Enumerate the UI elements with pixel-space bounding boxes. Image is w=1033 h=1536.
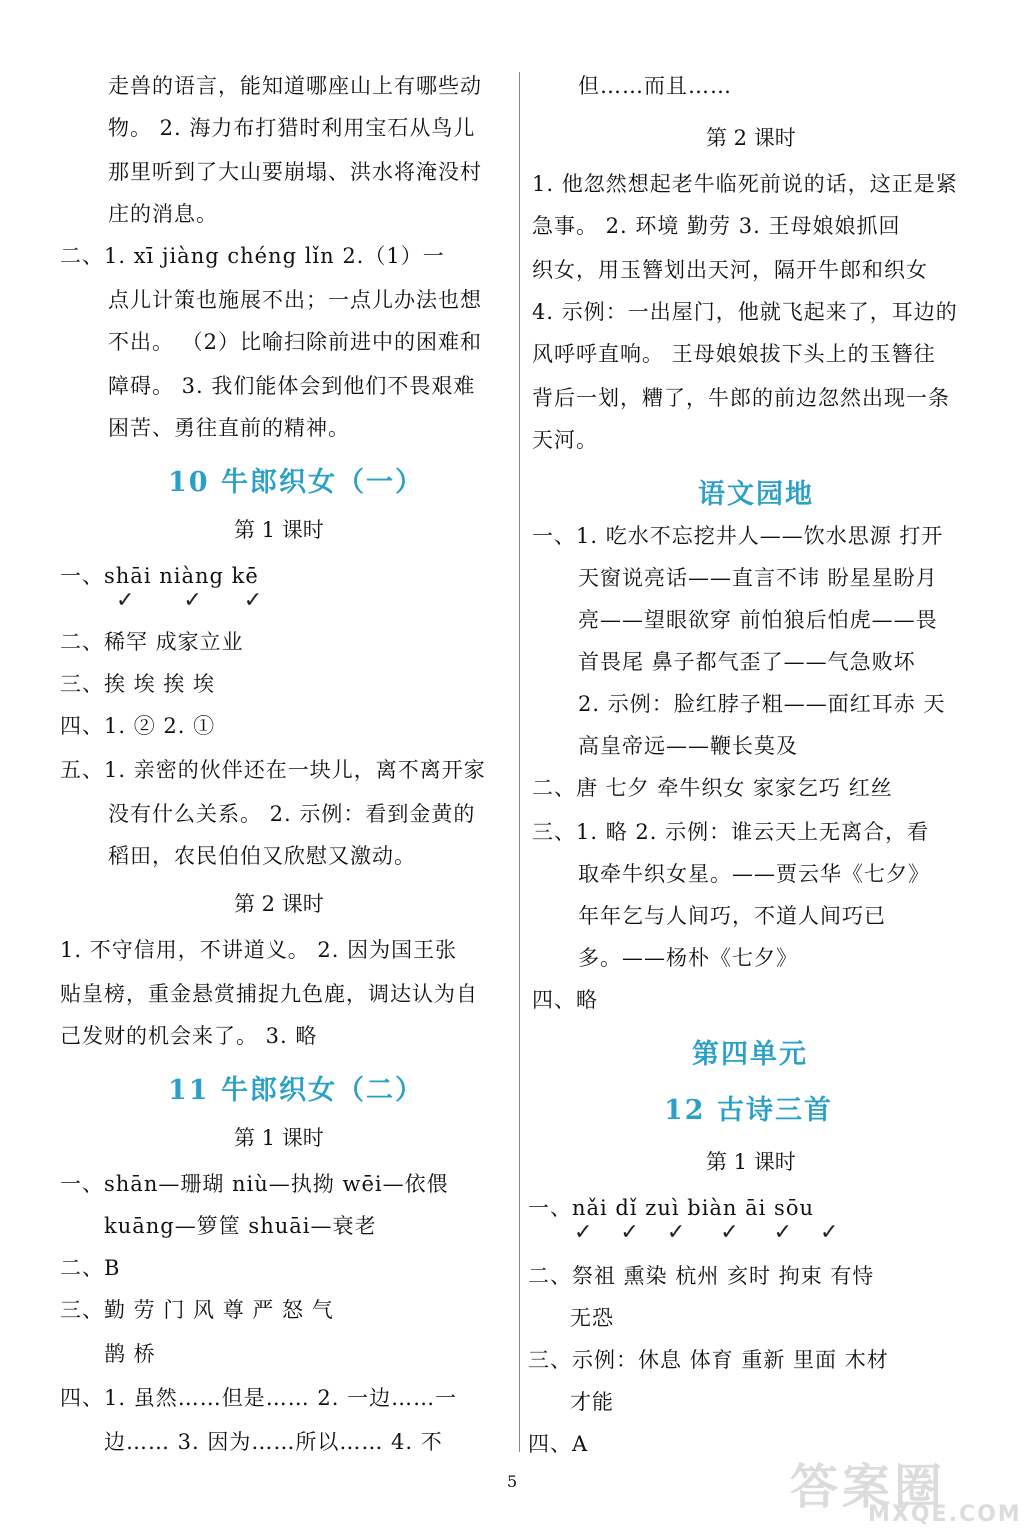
lesson-heading: 第 1 课时 xyxy=(706,1150,796,1174)
t11-line: 一、shān—珊瑚 niù—执拗 wēi—依偎 xyxy=(60,1172,449,1196)
yuwen-line: 亮——望眼欲穿 前怕狼后怕虎——畏 xyxy=(578,608,938,632)
yuwen-line: 四、略 xyxy=(532,988,598,1012)
t10-line: 二、稀罕 成家立业 xyxy=(60,630,244,654)
unit-title: 第四单元 xyxy=(692,1039,808,1070)
yuwen-line: 首畏尾 鼻子都气歪了——气急败坏 xyxy=(578,650,916,674)
yuwen-line: 多。——杨朴《七夕》 xyxy=(578,946,798,970)
lesson-heading: 第 2 课时 xyxy=(234,892,324,916)
t11-l2-line: 急事。 2. 环境 勤劳 3. 王母娘娘抓回 xyxy=(532,214,901,238)
column-divider xyxy=(519,72,520,1452)
t11-line: kuāng—箩筐 shuāi—衰老 xyxy=(104,1214,377,1238)
left-line-1: 走兽的语言，能知道哪座山上有哪些动 xyxy=(108,74,482,98)
left-line-4: 庄的消息。 xyxy=(108,202,218,226)
yuwen-line: 一、1. 吃水不忘挖井人——饮水思源 打开 xyxy=(532,524,944,548)
t11-l2-line: 1. 他忽然想起老牛临死前说的话，这正是紧 xyxy=(532,172,958,196)
t10-line: 五、1. 亲密的伙伴还在一块儿，离不离开家 xyxy=(60,758,486,782)
yuwen-line: 取牵牛织女星。——贾云华《七夕》 xyxy=(578,862,930,886)
t11-line: 三、勤 劳 门 风 尊 严 怒 气 xyxy=(60,1298,334,1322)
left-line-5: 二、1. xī jiàng chéng lǐn 2.（1）一 xyxy=(60,244,445,268)
t12-line: 无恐 xyxy=(570,1306,614,1330)
watermark-main: 答案圈 xyxy=(790,1459,947,1515)
yuwen-line: 高皇帝远——鞭长莫及 xyxy=(578,734,798,758)
t12-line: 才能 xyxy=(570,1390,614,1414)
t12-checkmarks: ✓ ✓ ✓ ✓ ✓ ✓ xyxy=(574,1220,839,1245)
yuwen-line: 天窗说亮话——直言不讳 盼星星盼月 xyxy=(578,566,938,590)
left-line-6: 点儿计策也施展不出；一点儿办法也想 xyxy=(108,288,482,312)
lesson-heading: 第 1 课时 xyxy=(234,1126,324,1150)
t11-l2-line: 背后一划，糟了，牛郎的前边忽然出现一条 xyxy=(532,386,950,410)
watermark-sub: MXQE.COM xyxy=(868,1502,1022,1527)
section-title-11: 11 牛郎织女（二） xyxy=(168,1075,424,1106)
t12-line: 二、祭祖 熏染 杭州 亥时 拘束 有恃 xyxy=(528,1264,875,1288)
t11-line: 边…… 3. 因为……所以…… 4. 不 xyxy=(104,1430,443,1454)
t10-l2-line: 1. 不守信用，不讲道义。 2. 因为国王张 xyxy=(60,938,458,962)
yuwen-line: 三、1. 略 2. 示例：谁云天上无离合，看 xyxy=(532,820,930,844)
left-line-2: 物。 2. 海力布打猎时利用宝石从鸟儿 xyxy=(108,116,476,140)
t11-line: 四、1. 虽然……但是…… 2. 一边……一 xyxy=(60,1386,458,1410)
t10-line: 稻田，农民伯伯又欣慰又激动。 xyxy=(108,844,416,868)
t12-pinyin-line: 一、nǎi dǐ zuì biàn āi sōu xyxy=(528,1196,814,1220)
yuwen-line: 二、唐 七夕 牵牛织女 家家乞巧 红丝 xyxy=(532,776,893,800)
t10-line: 没有什么关系。 2. 示例：看到金黄的 xyxy=(108,802,476,826)
t12-line: 四、A xyxy=(528,1432,589,1456)
t11-l2-line: 天河。 xyxy=(532,428,598,452)
lesson-heading: 第 2 课时 xyxy=(706,126,796,150)
t12-line: 三、示例：休息 体育 重新 里面 木材 xyxy=(528,1348,889,1372)
t10-l2-line: 贴皇榜，重金悬赏捕捉九色鹿，调达认为自 xyxy=(60,982,478,1006)
t11-line: 鹊 桥 xyxy=(104,1342,156,1366)
section-title-12: 12 古诗三首 xyxy=(664,1095,833,1126)
t10-line: 三、挨 埃 挨 埃 xyxy=(60,672,216,696)
left-line-8: 障碍。 3. 我们能体会到他们不畏艰难 xyxy=(108,374,476,398)
section-title-10: 10 牛郎织女（一） xyxy=(168,467,424,498)
t11-line: 二、B xyxy=(60,1256,121,1280)
right-first-line: 但……而且…… xyxy=(578,74,732,98)
page-number: 5 xyxy=(507,1472,518,1491)
t11-l2-line: 织女，用玉簪划出天河，隔开牛郎和织女 xyxy=(532,258,928,282)
t10-l2-line: 己发财的机会来了。 3. 略 xyxy=(60,1024,318,1048)
yuwen-line: 年年乞与人间巧，不道人间巧已 xyxy=(578,904,886,928)
lesson-heading: 第 1 课时 xyxy=(234,518,324,542)
t10-checkmarks: ✓ ✓ ✓ xyxy=(116,588,263,613)
t11-l2-line: 4. 示例：一出屋门，他就飞起来了，耳边的 xyxy=(532,300,958,324)
section-title-yuwen: 语文园地 xyxy=(698,479,814,510)
left-line-7: 不出。 （2）比喻扫除前进中的困难和 xyxy=(108,330,483,354)
watermark-logo xyxy=(790,1448,1026,1532)
t11-l2-line: 风呼呼直响。 王母娘娘拔下头上的玉簪往 xyxy=(532,342,936,366)
yuwen-line: 2. 示例：脸红脖子粗——面红耳赤 天 xyxy=(578,692,946,716)
t10-line: 四、1. ② 2. ① xyxy=(60,714,216,738)
t10-pinyin-line: 一、shāi niàng kē xyxy=(60,564,259,588)
left-line-3: 那里听到了大山要崩塌、洪水将淹没村 xyxy=(108,160,482,184)
left-line-9: 困苦、勇往直前的精神。 xyxy=(108,416,350,440)
